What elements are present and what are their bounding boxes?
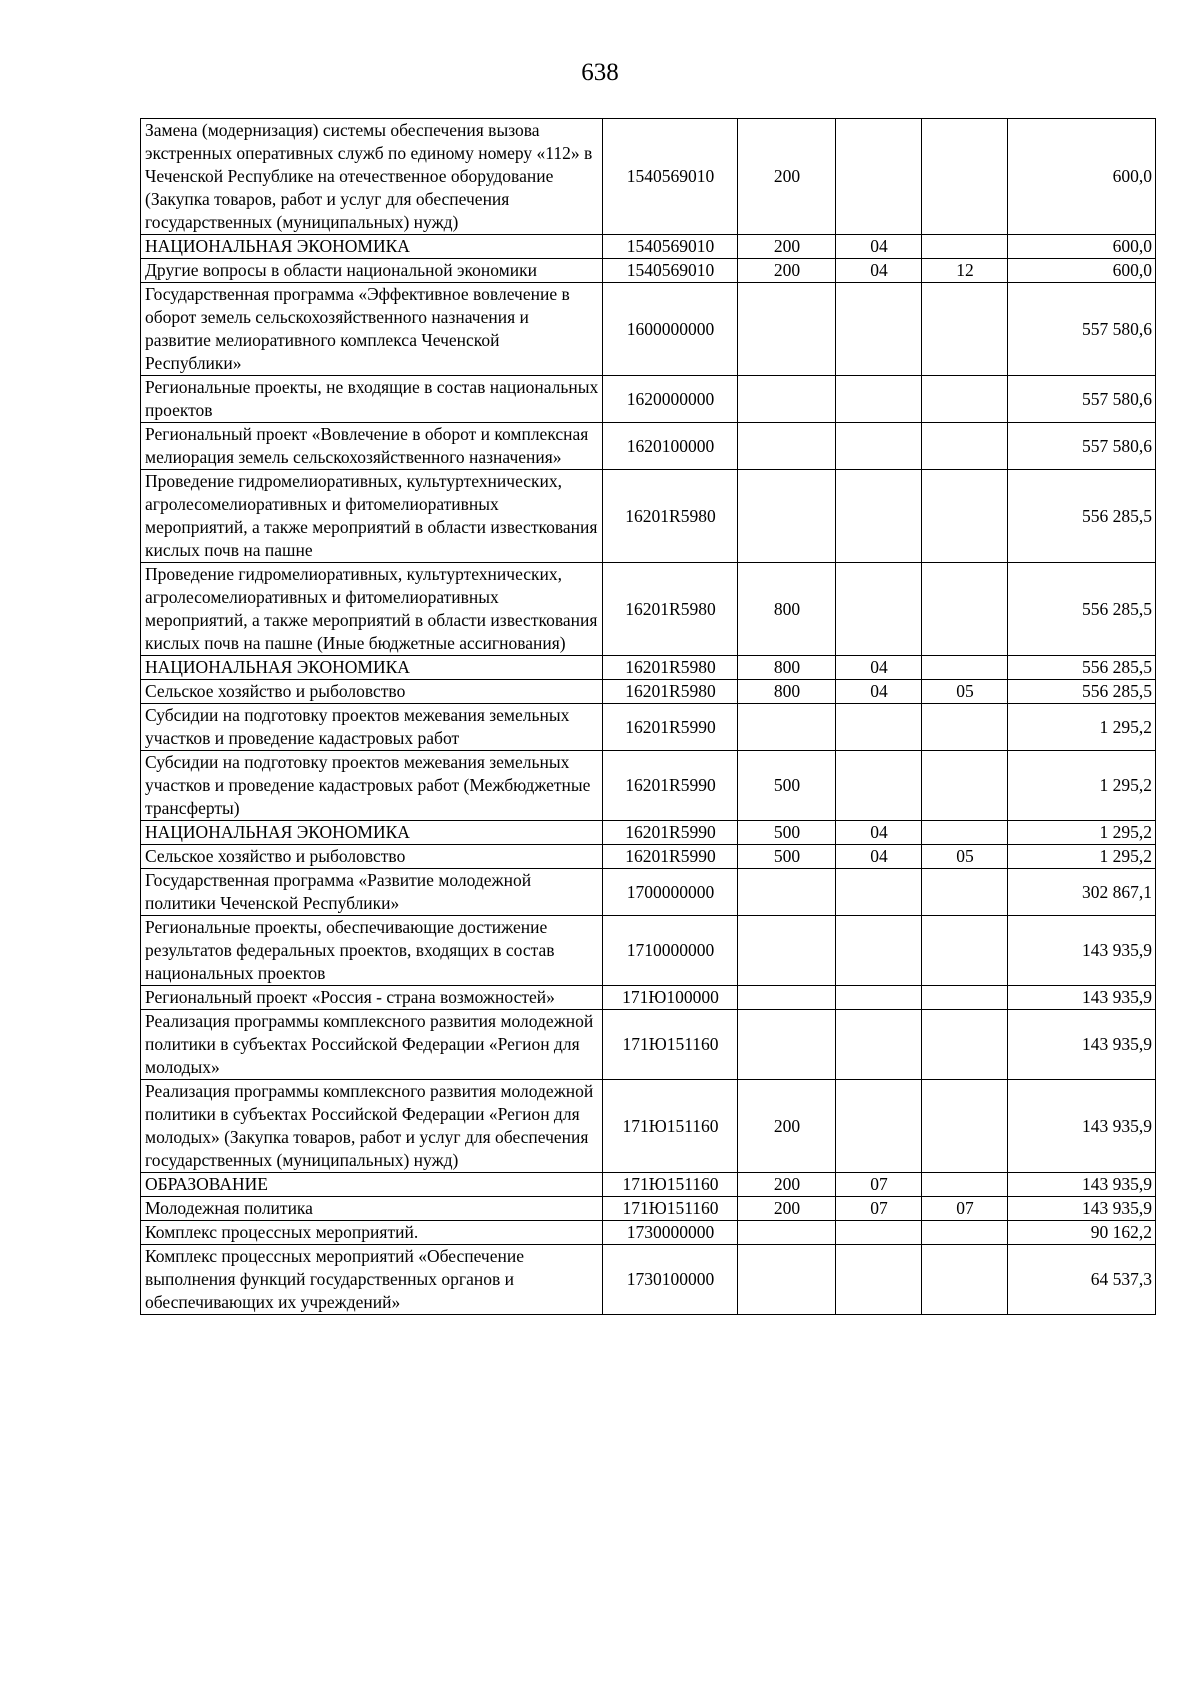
table-row bbox=[141, 119, 1156, 235]
row-rz-cell: 04 bbox=[836, 259, 922, 283]
row-pr-cell bbox=[922, 704, 1008, 751]
row-sum-cell: 600,0 bbox=[1008, 259, 1156, 283]
row-pr-cell bbox=[922, 1080, 1008, 1173]
row-rz-cell bbox=[836, 563, 922, 656]
row-sum-cell: 64 537,3 bbox=[1008, 1245, 1156, 1315]
table-row bbox=[141, 1221, 1156, 1245]
row-name-cell: Замена (модернизация) системы обеспечения вызова экстренных оперативных служб по единому номеру «112» в Чеченской Республике на отечественное оборудование (Закупка товаров, работ и услуг для обеспечения государственных (муниципальных) нужд) bbox=[141, 119, 603, 235]
row-pr-cell bbox=[922, 986, 1008, 1010]
row-pr-cell: 05 bbox=[922, 680, 1008, 704]
row-csr-cell: 1540569010 bbox=[603, 119, 738, 235]
table-row bbox=[141, 916, 1156, 986]
row-vr-cell: 800 bbox=[738, 563, 836, 656]
table-row bbox=[141, 1010, 1156, 1080]
row-sum-cell: 143 935,9 bbox=[1008, 916, 1156, 986]
row-csr-cell: 1540569010 bbox=[603, 235, 738, 259]
row-sum-cell: 557 580,6 bbox=[1008, 283, 1156, 376]
row-name-cell: Государственная программа «Эффективное вовлечение в оборот земель сельскохозяйственного назначения и развитие мелиоративного комплекса Чеченской Республики» bbox=[141, 283, 603, 376]
table-row bbox=[141, 656, 1156, 680]
table-row bbox=[141, 1197, 1156, 1221]
row-vr-cell bbox=[738, 283, 836, 376]
row-csr-cell: 16201R5990 bbox=[603, 704, 738, 751]
row-pr-cell bbox=[922, 283, 1008, 376]
row-csr-cell: 171Ю151160 bbox=[603, 1173, 738, 1197]
row-vr-cell: 800 bbox=[738, 656, 836, 680]
row-rz-cell bbox=[836, 1010, 922, 1080]
row-name-cell: Молодежная политика bbox=[141, 1197, 603, 1221]
row-vr-cell: 200 bbox=[738, 259, 836, 283]
row-rz-cell bbox=[836, 704, 922, 751]
row-name-cell: НАЦИОНАЛЬНАЯ ЭКОНОМИКА bbox=[141, 821, 603, 845]
row-sum-cell: 556 285,5 bbox=[1008, 470, 1156, 563]
row-pr-cell: 05 bbox=[922, 845, 1008, 869]
row-pr-cell bbox=[922, 470, 1008, 563]
row-pr-cell bbox=[922, 423, 1008, 470]
row-vr-cell bbox=[738, 1245, 836, 1315]
row-rz-cell bbox=[836, 1245, 922, 1315]
table-row bbox=[141, 821, 1156, 845]
row-sum-cell: 600,0 bbox=[1008, 235, 1156, 259]
row-name-cell: Реализация программы комплексного развития молодежной политики в субъектах Российской Федерации «Регион для молодых» bbox=[141, 1010, 603, 1080]
row-rz-cell bbox=[836, 916, 922, 986]
row-rz-cell: 04 bbox=[836, 656, 922, 680]
row-csr-cell: 1620100000 bbox=[603, 423, 738, 470]
row-sum-cell: 557 580,6 bbox=[1008, 376, 1156, 423]
row-csr-cell: 1700000000 bbox=[603, 869, 738, 916]
row-csr-cell: 171Ю151160 bbox=[603, 1080, 738, 1173]
row-vr-cell: 200 bbox=[738, 119, 836, 235]
table-row bbox=[141, 869, 1156, 916]
row-sum-cell: 143 935,9 bbox=[1008, 1197, 1156, 1221]
row-sum-cell: 1 295,2 bbox=[1008, 751, 1156, 821]
row-rz-cell bbox=[836, 751, 922, 821]
row-rz-cell bbox=[836, 470, 922, 563]
row-vr-cell: 500 bbox=[738, 845, 836, 869]
row-csr-cell: 16201R5980 bbox=[603, 680, 738, 704]
table-row bbox=[141, 986, 1156, 1010]
row-pr-cell bbox=[922, 376, 1008, 423]
row-vr-cell: 200 bbox=[738, 1173, 836, 1197]
row-vr-cell bbox=[738, 376, 836, 423]
row-sum-cell: 1 295,2 bbox=[1008, 821, 1156, 845]
row-sum-cell: 143 935,9 bbox=[1008, 986, 1156, 1010]
row-vr-cell bbox=[738, 423, 836, 470]
row-rz-cell bbox=[836, 1080, 922, 1173]
row-pr-cell bbox=[922, 1010, 1008, 1080]
row-rz-cell: 07 bbox=[836, 1197, 922, 1221]
row-rz-cell: 04 bbox=[836, 845, 922, 869]
row-csr-cell: 1620000000 bbox=[603, 376, 738, 423]
budget-table-body bbox=[141, 119, 1156, 1315]
row-rz-cell: 04 bbox=[836, 680, 922, 704]
table-row bbox=[141, 704, 1156, 751]
row-csr-cell: 171Ю151160 bbox=[603, 1197, 738, 1221]
row-vr-cell: 200 bbox=[738, 1197, 836, 1221]
row-sum-cell: 1 295,2 bbox=[1008, 704, 1156, 751]
row-sum-cell: 143 935,9 bbox=[1008, 1080, 1156, 1173]
row-name-cell: Субсидии на подготовку проектов межевания земельных участков и проведение кадастровых работ (Межбюджетные трансферты) bbox=[141, 751, 603, 821]
row-vr-cell bbox=[738, 986, 836, 1010]
row-rz-cell: 04 bbox=[836, 235, 922, 259]
row-name-cell: Государственная программа «Развитие молодежной политики Чеченской Республики» bbox=[141, 869, 603, 916]
table-row bbox=[141, 259, 1156, 283]
row-name-cell: Другие вопросы в области национальной экономики bbox=[141, 259, 603, 283]
row-vr-cell: 500 bbox=[738, 751, 836, 821]
row-vr-cell: 500 bbox=[738, 821, 836, 845]
row-sum-cell: 302 867,1 bbox=[1008, 869, 1156, 916]
row-sum-cell: 556 285,5 bbox=[1008, 563, 1156, 656]
table-row bbox=[141, 470, 1156, 563]
row-rz-cell bbox=[836, 119, 922, 235]
row-rz-cell: 07 bbox=[836, 1173, 922, 1197]
row-rz-cell bbox=[836, 423, 922, 470]
table-row bbox=[141, 1245, 1156, 1315]
row-sum-cell: 557 580,6 bbox=[1008, 423, 1156, 470]
row-rz-cell bbox=[836, 869, 922, 916]
row-pr-cell bbox=[922, 1245, 1008, 1315]
row-pr-cell bbox=[922, 869, 1008, 916]
row-name-cell: Региональный проект «Россия - страна возможностей» bbox=[141, 986, 603, 1010]
table-row bbox=[141, 680, 1156, 704]
row-csr-cell: 1730100000 bbox=[603, 1245, 738, 1315]
row-vr-cell bbox=[738, 916, 836, 986]
table-row bbox=[141, 423, 1156, 470]
row-name-cell: Реализация программы комплексного развития молодежной политики в субъектах Российской Федерации «Регион для молодых» (Закупка товаров, работ и услуг для обеспечения государственных (муниципальных) нужд) bbox=[141, 1080, 603, 1173]
row-vr-cell: 200 bbox=[738, 1080, 836, 1173]
row-name-cell: Региональные проекты, не входящие в состав национальных проектов bbox=[141, 376, 603, 423]
row-pr-cell bbox=[922, 235, 1008, 259]
row-pr-cell bbox=[922, 1221, 1008, 1245]
row-name-cell: Сельское хозяйство и рыболовство bbox=[141, 680, 603, 704]
table-row bbox=[141, 845, 1156, 869]
table-row bbox=[141, 1173, 1156, 1197]
row-name-cell: Региональные проекты, обеспечивающие достижение результатов федеральных проектов, входящих в состав национальных проектов bbox=[141, 916, 603, 986]
row-csr-cell: 171Ю151160 bbox=[603, 1010, 738, 1080]
row-name-cell: ОБРАЗОВАНИЕ bbox=[141, 1173, 603, 1197]
row-csr-cell: 16201R5980 bbox=[603, 656, 738, 680]
table-row bbox=[141, 235, 1156, 259]
row-csr-cell: 16201R5980 bbox=[603, 470, 738, 563]
row-name-cell: Региональный проект «Вовлечение в оборот и комплексная мелиорация земель сельскохозяйственного назначения» bbox=[141, 423, 603, 470]
row-pr-cell bbox=[922, 1173, 1008, 1197]
row-pr-cell: 07 bbox=[922, 1197, 1008, 1221]
row-rz-cell bbox=[836, 1221, 922, 1245]
table-row bbox=[141, 376, 1156, 423]
row-vr-cell bbox=[738, 1221, 836, 1245]
row-name-cell: Проведение гидромелиоративных, культуртехнических, агролесомелиоративных и фитомелиоративных мероприятий, а также мероприятий в области известкования кислых почв на пашне bbox=[141, 470, 603, 563]
table-row bbox=[141, 283, 1156, 376]
row-csr-cell: 1600000000 bbox=[603, 283, 738, 376]
row-sum-cell: 556 285,5 bbox=[1008, 656, 1156, 680]
table-row bbox=[141, 1080, 1156, 1173]
row-name-cell: НАЦИОНАЛЬНАЯ ЭКОНОМИКА bbox=[141, 235, 603, 259]
row-pr-cell bbox=[922, 916, 1008, 986]
row-csr-cell: 16201R5990 bbox=[603, 751, 738, 821]
row-vr-cell bbox=[738, 1010, 836, 1080]
row-name-cell: Комплекс процессных мероприятий. bbox=[141, 1221, 603, 1245]
row-pr-cell bbox=[922, 563, 1008, 656]
row-pr-cell bbox=[922, 751, 1008, 821]
row-pr-cell bbox=[922, 119, 1008, 235]
row-csr-cell: 171Ю100000 bbox=[603, 986, 738, 1010]
row-vr-cell bbox=[738, 704, 836, 751]
row-csr-cell: 16201R5990 bbox=[603, 821, 738, 845]
row-rz-cell: 04 bbox=[836, 821, 922, 845]
row-vr-cell bbox=[738, 869, 836, 916]
row-pr-cell: 12 bbox=[922, 259, 1008, 283]
row-sum-cell: 90 162,2 bbox=[1008, 1221, 1156, 1245]
page-number: 638 bbox=[581, 59, 619, 86]
row-name-cell: Субсидии на подготовку проектов межевания земельных участков и проведение кадастровых работ bbox=[141, 704, 603, 751]
row-name-cell: НАЦИОНАЛЬНАЯ ЭКОНОМИКА bbox=[141, 656, 603, 680]
row-sum-cell: 600,0 bbox=[1008, 119, 1156, 235]
row-vr-cell bbox=[738, 470, 836, 563]
row-rz-cell bbox=[836, 283, 922, 376]
row-csr-cell: 1730000000 bbox=[603, 1221, 738, 1245]
row-name-cell: Сельское хозяйство и рыболовство bbox=[141, 845, 603, 869]
table-row bbox=[141, 751, 1156, 821]
row-sum-cell: 1 295,2 bbox=[1008, 845, 1156, 869]
row-rz-cell bbox=[836, 376, 922, 423]
row-csr-cell: 1540569010 bbox=[603, 259, 738, 283]
row-sum-cell: 143 935,9 bbox=[1008, 1010, 1156, 1080]
row-name-cell: Комплекс процессных мероприятий «Обеспечение выполнения функций государственных органов и обеспечивающих их учреждений» bbox=[141, 1245, 603, 1315]
row-rz-cell bbox=[836, 986, 922, 1010]
budget-table bbox=[140, 118, 1156, 1315]
row-vr-cell: 800 bbox=[738, 680, 836, 704]
table-row bbox=[141, 563, 1156, 656]
row-csr-cell: 16201R5980 bbox=[603, 563, 738, 656]
row-vr-cell: 200 bbox=[738, 235, 836, 259]
row-csr-cell: 16201R5990 bbox=[603, 845, 738, 869]
row-sum-cell: 143 935,9 bbox=[1008, 1173, 1156, 1197]
row-pr-cell bbox=[922, 656, 1008, 680]
row-sum-cell: 556 285,5 bbox=[1008, 680, 1156, 704]
row-name-cell: Проведение гидромелиоративных, культуртехнических, агролесомелиоративных и фитомелиоративных мероприятий, а также мероприятий в области известкования кислых почв на пашне (Иные бюджетные ассигнования) bbox=[141, 563, 603, 656]
row-pr-cell bbox=[922, 821, 1008, 845]
row-csr-cell: 1710000000 bbox=[603, 916, 738, 986]
